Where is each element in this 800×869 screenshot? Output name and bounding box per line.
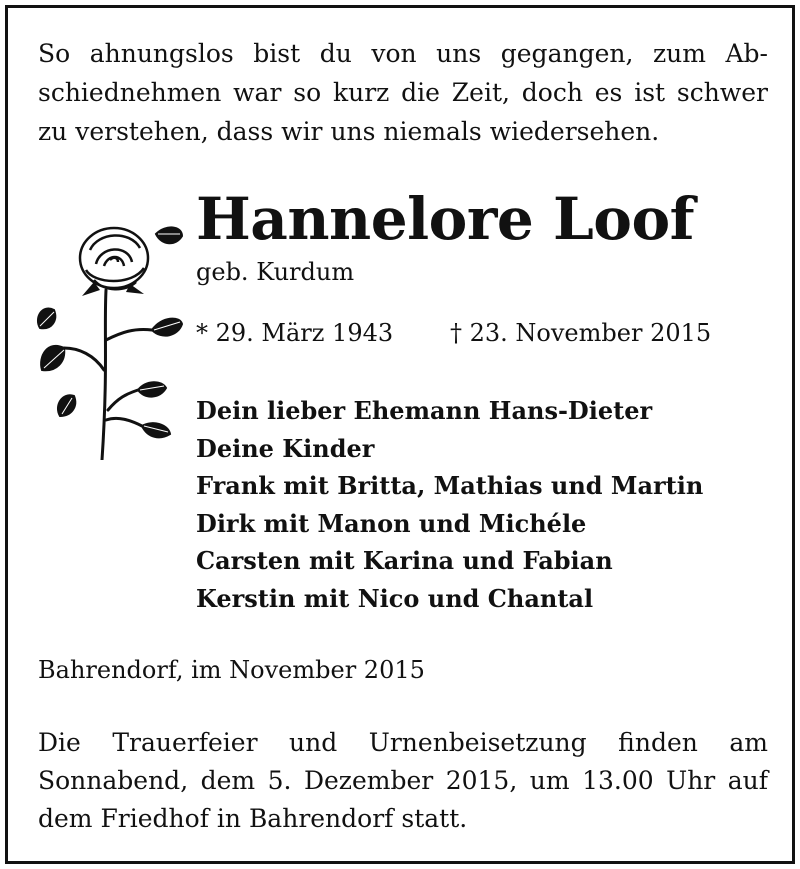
service-info xyxy=(38,724,768,838)
obituary-notice xyxy=(5,5,795,864)
mourner-line: Carsten mit Karina und Fabian xyxy=(196,546,613,575)
maiden-name: geb. Kurdum xyxy=(196,258,355,286)
rose-icon xyxy=(34,220,184,460)
mourner-line: Deine Kinder xyxy=(196,433,375,463)
verse xyxy=(38,34,768,151)
death-date: † 23. November 2015 xyxy=(450,319,712,347)
mourner-line: Frank mit Britta, Mathias und Martin xyxy=(196,471,704,500)
place-and-date: Bahrendorf, im November 2015 xyxy=(38,656,425,684)
birth-date: * 29. März 1943 xyxy=(196,319,394,347)
verse-line-3: zu verstehen, dass wir uns niemals wiedersehen. xyxy=(38,117,660,146)
service-line-2: Sonnabend, dem 5. Dezember 2015, um 13.00 Uhr auf xyxy=(38,766,768,795)
verse-line-1: So ahnungslos bist du von uns gegangen, zum Ab- xyxy=(38,39,768,68)
mourner-line: Dein lieber Ehemann Hans-Dieter xyxy=(196,396,653,425)
mourners-list xyxy=(196,392,756,617)
mourner-line: Dirk mit Manon und Michéle xyxy=(196,508,587,538)
verse-line-2: schiednehmen war so kurz die Zeit, doch es ist schwer xyxy=(38,78,768,107)
mourner-line: Kerstin mit Nico und Chantal xyxy=(196,583,594,613)
deceased-name: Hannelore Loof xyxy=(196,185,695,253)
service-line-3: dem Friedhof in Bahrendorf statt. xyxy=(38,804,468,833)
service-line-1: Die Trauerfeier und Urnenbeisetzung finden am xyxy=(38,728,768,757)
